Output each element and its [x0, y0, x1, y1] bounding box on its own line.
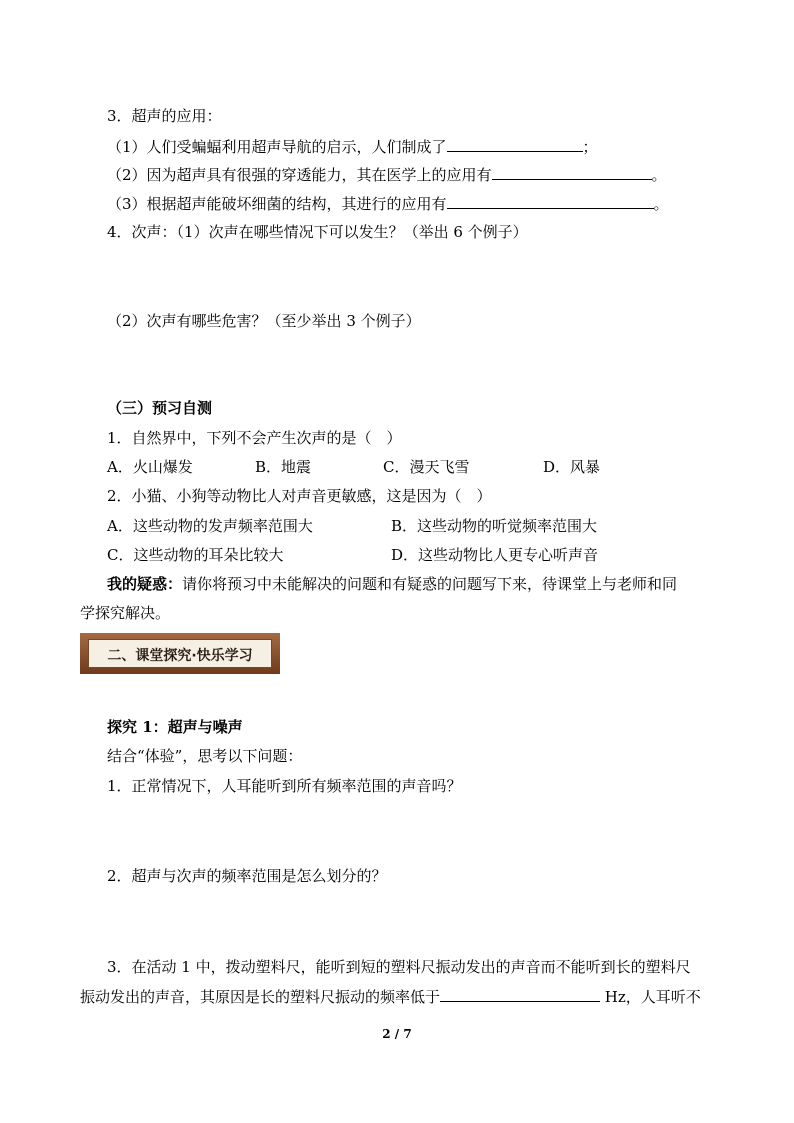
sec4-q1: 4．次声：（1）次声在哪些情况下可以发生？（举出 6 个例子） [107, 223, 528, 241]
doubt-line1 [107, 574, 677, 594]
sec3-q1-blank[interactable] [447, 136, 583, 152]
selftest-q2-option-a[interactable]: A．这些动物的发声频率范围大 [107, 517, 313, 535]
explore-q2: 2．超声与次声的频率范围是怎么划分的？ [107, 867, 387, 885]
section-banner-title: 二、课堂探究·快乐学习 [107, 648, 253, 664]
doubt-label: 我的疑惑： [107, 575, 183, 593]
sec3-q3-blank[interactable] [447, 193, 654, 209]
selftest-q1-option-a[interactable]: A．火山爆发 [107, 458, 193, 476]
section-banner [80, 633, 280, 674]
sec3-q1 [107, 136, 598, 157]
explore-q3-text: 振动发出的声音，其原因是长的塑料尺振动的频率低于 [80, 988, 441, 1006]
selftest-heading: （三）预习自测 [107, 399, 213, 417]
explore-q3-blank[interactable] [440, 986, 600, 1002]
sec3-q2 [107, 164, 667, 185]
explore-heading: 探究 1：超声与噪声 [107, 718, 243, 736]
explore-q3-line2 [80, 986, 701, 1007]
sec4-q2: （2）次声有哪些危害？（至少举出 3 个例子） [107, 312, 421, 330]
selftest-q1-option-c[interactable]: C．漫天飞雪 [383, 458, 470, 476]
selftest-q1-option-d[interactable]: D．风暴 [543, 458, 601, 476]
explore-intro: 结合“体验”，思考以下问题： [107, 747, 303, 765]
section-banner-plate [88, 639, 272, 668]
selftest-q2-option-b[interactable]: B．这些动物的听觉频率范围大 [391, 517, 598, 535]
sec3-q3-suffix: 。 [653, 195, 669, 213]
explore-q3-suffix: Hz，人耳听不 [600, 988, 701, 1006]
selftest-q2: 2．小猫、小狗等动物比人对声音更敏感，这是因为（ ） [107, 487, 492, 505]
explore-q1: 1．正常情况下，人耳能听到所有频率范围的声音吗？ [107, 777, 462, 795]
page-number: 2 / 7 [382, 1027, 412, 1041]
sec3-q1-suffix: ； [582, 138, 598, 156]
sec3-q2-blank[interactable] [492, 164, 652, 180]
sec3-q2-suffix: 。 [651, 166, 667, 184]
sec3-q1-text: （1）人们受蝙蝠利用超声导航的启示，人们制成了 [107, 138, 447, 156]
selftest-q1-option-b[interactable]: B．地震 [255, 458, 312, 476]
sec3-q3 [107, 193, 669, 214]
selftest-q1: 1．自然界中，下列不会产生次声的是（ ） [107, 429, 402, 447]
sec3-q3-text: （3）根据超声能破坏细菌的结构，其进行的应用有 [107, 195, 447, 213]
doubt-line2: 学探究解决。 [80, 604, 171, 622]
selftest-q2-option-d[interactable]: D．这些动物比人更专心听声音 [391, 546, 599, 564]
explore-q3-line1: 3．在活动 1 中，拨动塑料尺，能听到短的塑料尺振动发出的声音而不能听到长的塑料尺 [107, 958, 691, 976]
sec3-title: 3．超声的应用： [107, 107, 222, 125]
doubt-text1: 请你将预习中未能解决的问题和有疑惑的问题写下来，待课堂上与老师和同 [182, 575, 678, 593]
sec3-q2-text: （2）因为超声具有很强的穿透能力，其在医学上的应用有 [107, 166, 492, 184]
selftest-q2-option-c[interactable]: C．这些动物的耳朵比较大 [107, 546, 284, 564]
